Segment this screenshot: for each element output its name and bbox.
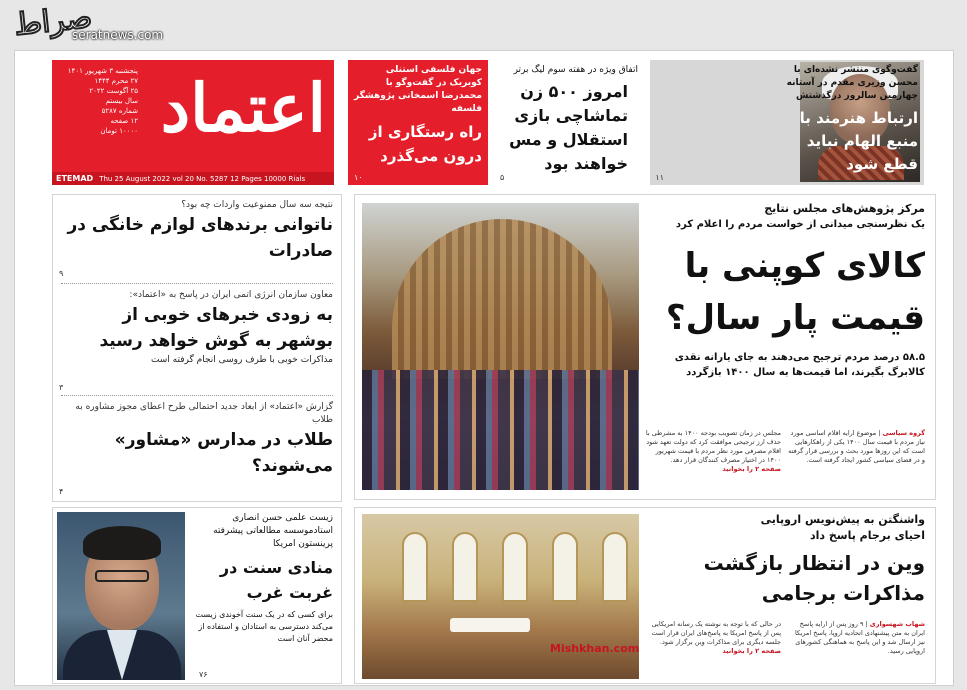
vienna-story[interactable] [354,507,936,684]
page-number: ۱۱ [655,173,664,182]
continue-reference[interactable]: صفحه ۲ را بخوانید [722,465,781,473]
news-subtitle: معاون سازمان انرژی اتمی ایران در پاسخ به «اعتماد»: [129,290,333,300]
profile-story[interactable] [52,507,342,684]
page-number: ۱۰ [354,173,363,182]
body-column [643,620,781,656]
page-number: ۴ [59,487,64,496]
newspaper-logo: اعتماد [160,69,326,147]
body-text: مجلس در زمان تصویب بودجه ۱۴۰۰ به مشرطی با حذف ارز ترجیحی موافقت کرد که دولت تعهد شود اقلام مصرفی مورد نظر مردم با قیمت شهریور ۱۴۰۰ در اختیار مصرف کنندگان قرار دهد. [645,429,781,464]
issue-year: سال بیستم [105,97,138,105]
byline: شهاب شهسواری [869,620,925,628]
brand-latin: ETEMAD [56,174,94,183]
body-text: | موضوع ارایه اقلام اساسی مورد نیاز مردم با قیمت سال ۱۴۰۰ یکی از راهکارهایی است که این روزها مورد بحث و بررسی قرار گرفته و در فضای سیاسی کشور ایجاد گرفته است. [788,429,925,464]
page-number: ۵ [500,173,505,182]
teaser-interview[interactable] [650,60,924,185]
news-headline: ناتوانی برندهای لوازم خانگی در صادرات [67,215,333,261]
issue-number: شماره ۵۲۸۷ [101,107,138,115]
page-number: ۷۶ [199,670,208,679]
byline: گروه سیاسی [882,429,925,437]
news-subtitle: نتیجه سه سال ممنوعیت واردات چه بود؟ [181,200,333,210]
body-column [787,620,925,656]
body-column [787,429,925,465]
story-body [643,620,925,680]
story-kicker: واشنگتن به پیش‌نویس اروپایی [760,513,925,526]
news-subtitle: گزارش «اعتماد» از ابعاد جدید احتمالی طرح اعطای مجوز مشاوره به طلاب [75,402,333,425]
main-kicker-2: یک نظرسنجی میدانی از خواست مردم را اعلام کرد [675,219,925,230]
issue-hijri-date: ۲۷ محرم ۱۴۴۴ [94,77,138,85]
issue-gregorian-date: ۲۵ آگوست ۲۰۲۲ [89,87,138,95]
body-text: در حالی که با توجه به نوشته یک رسانه امریکایی پس از پاسخ امریکا به پاسخ‌های ایران قرار است جلسه دیگری برای مذاکرات وین برگزار شود. [651,620,781,646]
story-kicker-2: احیای برجام پاسخ داد [809,529,925,542]
main-kicker: مرکز پژوهش‌های مجلس نتایج [764,202,925,215]
site-watermark [12,0,164,52]
news-item[interactable] [63,401,333,479]
body-column [643,429,781,474]
body-text: | ۹ روز پس از ارایه پاسخ ایران به متن پیشنهادی اتحادیه اروپا، پاسخ امریکا نیز ارسال شد و این پاسخ به هماهنگی کشورهای اروپایی رسید. [794,620,925,655]
news-item[interactable] [63,289,333,367]
news-item[interactable] [63,199,333,264]
teaser-subtitle: اتفاق ویژه در هفته سوم لیگ برتر [513,65,638,75]
news-extra: مذاکرات خوبی با طرف روسی انجام گرفته است [150,355,333,365]
main-story[interactable] [354,194,936,500]
teaser-philosophy[interactable] [348,60,488,185]
profile-excerpt: برای کسی که در یک سنت آخوندی زیست می‌کند دسترسی به استادان و استفاده از محضر آنان است [195,610,333,643]
news-headline: به زودی خبرهای خوبی از بوشهر به گوش خواهد رسید [99,305,333,351]
issue-info [58,66,138,136]
main-body [643,429,925,487]
profile-photo [57,512,185,680]
masthead-bar-text: Thu 25 August 2022 vol 20 No. 5287 12 Pages 10000 Rials [99,175,306,183]
profile-headline: منادی سنت در غربت غرب [219,558,333,602]
teaser-headline: ارتباط هنرمند با منبع الهام نباید قطع شود [799,109,918,173]
news-headline: طلاب در مدارس «مشاور» می‌شوند؟ [114,430,333,476]
divider [61,395,333,396]
main-headline: کالای کوپنی با قیمت پار سال؟ [665,246,925,338]
issue-pages: ۱۲ صفحه [110,117,138,125]
watermark-url: seratnews.com [72,28,164,42]
continue-reference[interactable]: صفحه ۲ را بخوانید [722,647,781,655]
page-number: ۳ [59,383,64,392]
photo-watermark: Mishkhan.com [550,642,639,655]
teaser-football[interactable] [496,60,644,185]
watermark-logo: صراط [12,0,94,43]
issue-price: ۱۰۰۰۰ تومان [100,127,138,135]
masthead [52,60,334,185]
issue-date: پنجشنبه ۳ شهریور ۱۴۰۱ [67,67,138,75]
bazaar-photo [362,203,639,490]
page-number: ۹ [59,269,64,278]
teaser-subtitle: جهان فلسفی استنلی کوبریک در گفت‌وگو با محمدرضا اسمخانی پژوهشگر فلسفه [354,65,482,114]
meeting-photo [362,514,639,679]
profile-subtitle: زیست علمی حسن انصاری استادموسسه مطالعاتی پیشرفته پرینستون امریکا [213,513,333,549]
teaser-subtitle: گفت‌وگوی منتشر نشده‌ای با محسن وزیری مقدم در آستانه چهارمین سالروز درگذشتش [786,65,918,101]
main-subheadline: ۵۸.۵ درصد مردم ترجیح می‌دهند به جای یارانه نقدی کالابرگ بگیرند، اما قیمت‌ها به سال ۱۴۰۰ بازگردد [674,352,925,378]
left-column [52,194,342,502]
masthead-bar [52,172,334,185]
teaser-headline: راه رستگاری از درون می‌گذرد [368,123,482,165]
teaser-headline: امروز ۵۰۰ زن تماشاچی بازی استقلال و مس خواهند بود [509,82,628,173]
story-headline: وین در انتظار بازگشت مذاکرات برجامی [703,551,925,605]
divider [61,283,333,284]
